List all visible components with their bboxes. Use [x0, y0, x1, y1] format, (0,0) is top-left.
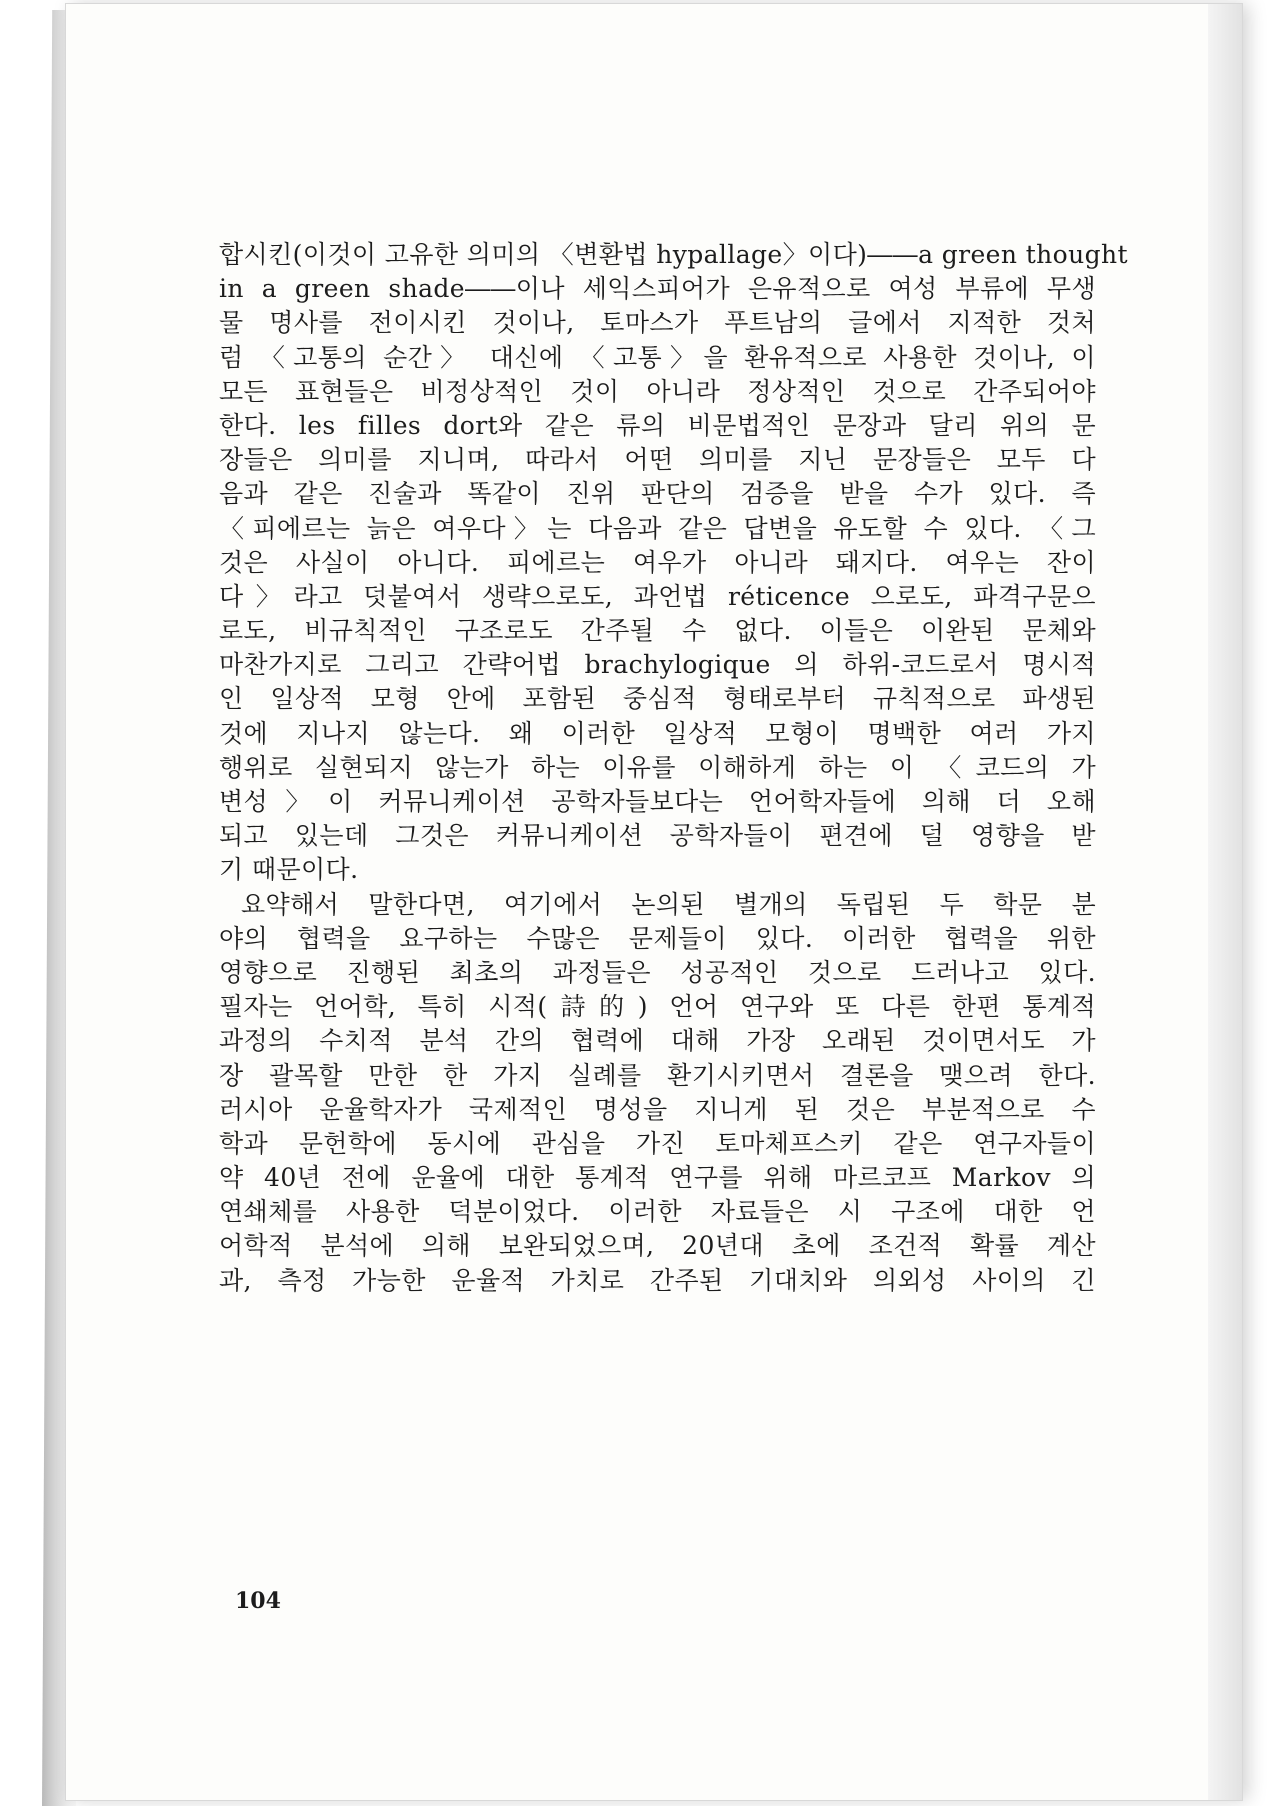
text-line: 영향으로 진행된 최초의 과정들은 성공적인 것으로 드러나고 있다.: [219, 957, 1096, 987]
text-line: in a green shade――이나 세익스피어가 은유적으로 여성 부류에 무생: [219, 274, 1096, 304]
text-line: 것에 지나지 않는다. 왜 이러한 일상적 모형이 명백한 여러 가지: [219, 718, 1096, 748]
text-line: 다〉라고 덧붙여서 생략으로도, 과언법 réticence 으로도, 파격구문으: [219, 581, 1096, 611]
text-line: 한다. les filles dort와 같은 류의 비문법적인 문장과 달리 위의 문: [219, 410, 1096, 440]
text-line: 장 괄목할 만한 한 가지 실례를 환기시키면서 결론을 맺으려 한다.: [219, 1060, 1096, 1090]
text-line: 과정의 수치적 분석 간의 협력에 대해 가장 오래된 것이면서도 가: [219, 1026, 1096, 1056]
text-line: 야의 협력을 요구하는 수많은 문제들이 있다. 이러한 협력을 위한: [219, 923, 1096, 953]
text-line: 연쇄체를 사용한 덕분이었다. 이러한 자료들은 시 구조에 대한 언: [219, 1197, 1096, 1227]
text-line: 합시킨(이것이 고유한 의미의 〈변환법 hypallage〉이다)――a green thought: [219, 240, 1128, 269]
text-line: 과, 측정 가능한 운율적 가치로 간주된 기대치와 의외성 사이의 긴: [219, 1265, 1096, 1295]
text-line: 인 일상적 모형 안에 포함된 중심적 형태로부터 규칙적으로 파생된: [219, 684, 1096, 714]
text-line: 모든 표현들은 비정상적인 것이 아니라 정상적인 것으로 간주되어야: [219, 376, 1096, 406]
text-line: 럼 〈고통의 순간〉 대신에 〈고통〉을 환유적으로 사용한 것이나, 이: [219, 342, 1096, 372]
page-number: 104: [235, 1588, 281, 1614]
text-line: 〈피에르는 늙은 여우다〉는 다음과 같은 답변을 유도할 수 있다. 〈그: [219, 513, 1096, 543]
text-line: 물 명사를 전이시킨 것이나, 토마스가 푸트남의 글에서 지적한 것처: [219, 308, 1096, 338]
text-line: 마찬가지로 그리고 간략어법 brachylogique 의 하위-코드로서 명시적: [219, 650, 1096, 680]
text-line: 필자는 언어학, 특히 시적(詩的) 언어 연구와 또 다른 한편 통계적: [219, 992, 1096, 1022]
text-line: 것은 사실이 아니다. 피에르는 여우가 아니라 돼지다. 여우는 잔이: [219, 547, 1096, 577]
text-line: 로도, 비규칙적인 구조로도 간주될 수 없다. 이들은 이완된 문체와: [219, 616, 1096, 646]
text-line: 되고 있는데 그것은 커뮤니케이션 공학자들이 편견에 덜 영향을 받: [219, 821, 1096, 851]
text-line: 러시아 운율학자가 국제적인 명성을 지니게 된 것은 부분적으로 수: [219, 1094, 1096, 1124]
text-line: 학과 문헌학에 동시에 관심을 가진 토마체프스키 같은 연구자들이: [219, 1128, 1096, 1158]
text-line: 음과 같은 진술과 똑같이 진위 판단의 검증을 받을 수가 있다. 즉: [219, 479, 1096, 509]
text-line: 요약해서 말한다면, 여기에서 논의된 별개의 독립된 두 학문 분: [241, 889, 1096, 919]
body-text: [219, 238, 1128, 1298]
page-edge: [1208, 4, 1242, 1800]
text-line: 장들은 의미를 지니며, 따라서 어떤 의미를 지닌 문장들은 모두 다: [219, 445, 1096, 475]
text-line: 어학적 분석에 의해 보완되었으며, 20년대 초에 조건적 확률 계산: [219, 1231, 1096, 1261]
text-line: 변성〉이 커뮤니케이션 공학자들보다는 언어학자들에 의해 더 오해: [219, 787, 1096, 816]
text-line: 기 때문이다.: [219, 855, 359, 885]
text-line: 행위로 실현되지 않는가 하는 이유를 이해하게 하는 이 〈코드의 가: [219, 752, 1096, 782]
text-line: 약 40년 전에 운율에 대한 통계적 연구를 위해 마르코프 Markov 의: [219, 1163, 1096, 1193]
